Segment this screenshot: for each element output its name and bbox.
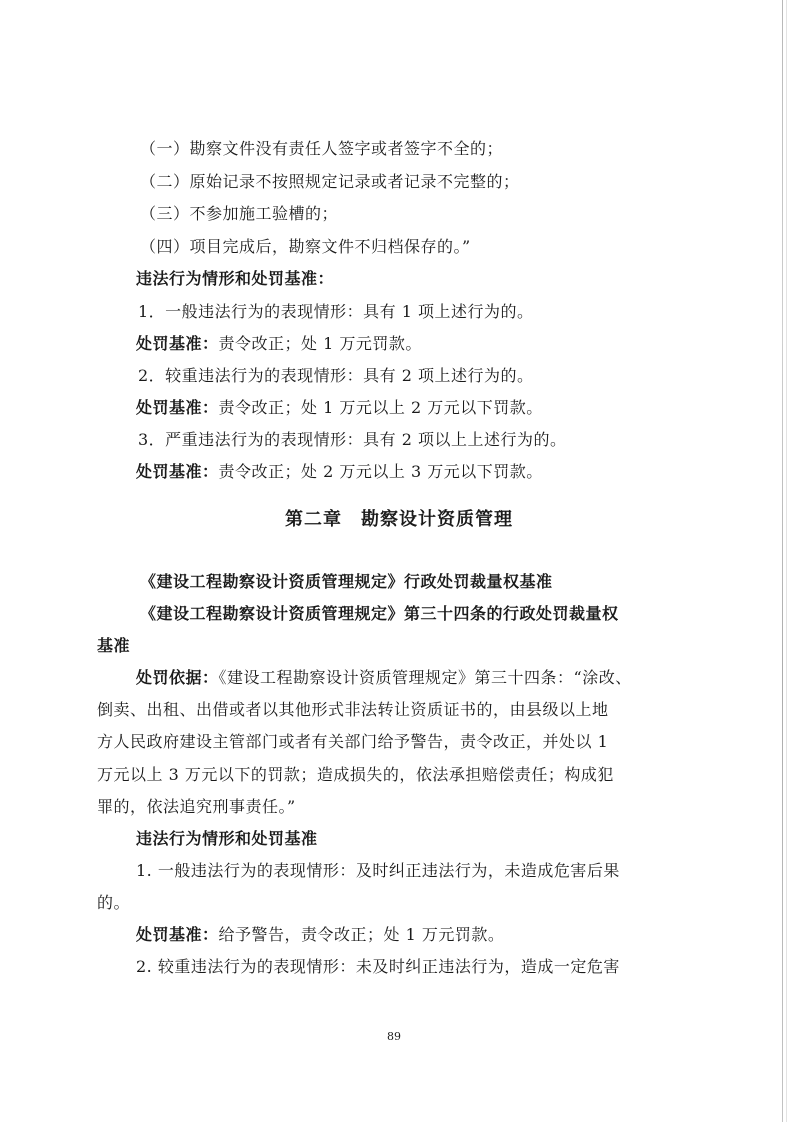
basis-line: 万元以上 3 万元以下的罚款；造成损失的，依法承担赔偿责任；构成犯 — [97, 765, 614, 784]
penalty-label: 处罚基准： — [136, 925, 219, 944]
scan-edge-line — [782, 0, 783, 1122]
penalty-text: 责令改正；处 2 万元以上 3 万元以下罚款。 — [218, 462, 543, 481]
regulation-subtitle: 《建设工程勘察设计资质管理规定》第三十四条的行政处罚裁量权 — [140, 604, 619, 623]
penalty-label: 处罚基准： — [136, 462, 219, 481]
criteria-item-cont: 的。 — [97, 893, 131, 912]
criteria-item: 3．严重违法行为的表现情形：具有 2 项以上上述行为的。 — [138, 430, 567, 449]
basis-line: 方人民政府建设主管部门或者有关部门给予警告，责令改正，并处以 1 — [97, 732, 609, 751]
penalty-line — [136, 462, 543, 482]
section-heading: 违法行为情形和处罚基准： — [136, 269, 335, 288]
list-item: （三）不参加施工验槽的； — [140, 204, 339, 223]
page-number: 89 — [387, 1030, 401, 1043]
criteria-item: 2. 较重违法行为的表现情形：未及时纠正违法行为，造成一定危害 — [136, 957, 620, 976]
section-heading: 违法行为情形和处罚基准 — [136, 829, 318, 848]
penalty-line — [136, 334, 422, 354]
criteria-item: 1. 一般违法行为的表现情形：及时纠正违法行为，未造成危害后果 — [136, 861, 620, 880]
chapter-title: 第二章 勘察设计资质管理 — [285, 509, 513, 530]
basis-text: 《建设工程勘察设计资质管理规定》第三十四条：“涂改、 — [218, 668, 632, 687]
basis-line: 倒卖、出租、出借或者以其他形式非法转让资质证书的，由县级以上地 — [97, 700, 609, 719]
penalty-label: 处罚基准： — [136, 398, 219, 417]
list-item: （四）项目完成后，勘察文件不归档保存的。” — [140, 237, 471, 256]
penalty-text: 责令改正；处 1 万元以上 2 万元以下罚款。 — [218, 398, 543, 417]
penalty-line — [136, 925, 504, 945]
basis-line: 罪的，依法追究刑事责任。” — [97, 797, 296, 816]
criteria-item: 1．一般违法行为的表现情形：具有 1 项上述行为的。 — [138, 302, 534, 321]
penalty-text: 责令改正；处 1 万元罚款。 — [218, 334, 422, 353]
penalty-text: 给予警告，责令改正；处 1 万元罚款。 — [218, 925, 505, 944]
basis-line — [136, 668, 632, 688]
criteria-item: 2．较重违法行为的表现情形：具有 2 项上述行为的。 — [138, 366, 534, 385]
penalty-line — [136, 398, 543, 418]
regulation-subtitle-cont: 基准 — [97, 636, 131, 655]
list-item: （一）勘察文件没有责任人签字或者签字不全的； — [140, 139, 504, 158]
basis-label: 处罚依据： — [136, 668, 219, 687]
list-item: （二）原始记录不按照规定记录或者记录不完整的； — [140, 172, 520, 191]
regulation-title: 《建设工程勘察设计资质管理规定》行政处罚裁量权基准 — [140, 572, 553, 591]
penalty-label: 处罚基准： — [136, 334, 219, 353]
scan-edge-line-secondary — [786, 0, 787, 1122]
